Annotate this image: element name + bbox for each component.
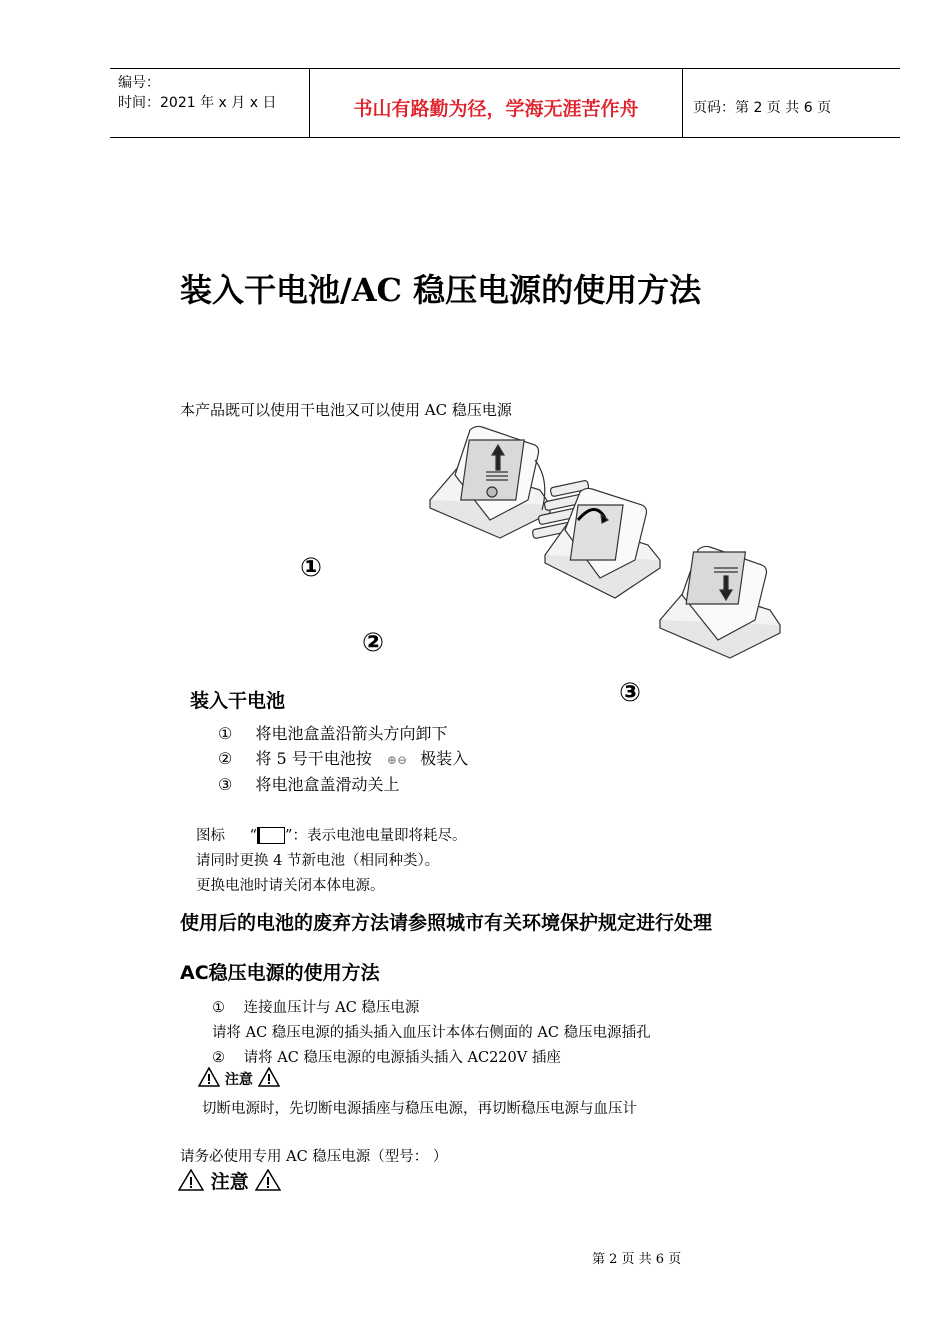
power-off-note: 更换电池时请关闭本体电源。 <box>196 878 385 894</box>
header-motto: 书山有路勤为径，学海无涯苦作舟 <box>310 69 683 137</box>
caution-row-1 <box>198 1067 280 1089</box>
warning-icon <box>178 1169 204 1191</box>
icon-note-text: ”：表示电池电量即将耗尽。 <box>285 828 467 844</box>
page-header <box>110 68 900 138</box>
step-text: 请将 AC 稳压电源的电源插头插入 AC220V 插座 <box>243 1050 561 1066</box>
ac-section-heading: AC稳压电源的使用方法 <box>180 962 380 984</box>
battery-step-3 <box>218 772 399 795</box>
header-left-cell <box>110 69 310 137</box>
step-text-after: 极装入 <box>420 749 469 768</box>
step-text: 将电池盒盖沿箭头方向卸下 <box>255 724 448 743</box>
device-3-drawing <box>660 546 780 658</box>
warning-icon <box>255 1169 281 1191</box>
low-battery-icon <box>257 827 285 844</box>
device-1-drawing <box>430 426 550 538</box>
ac-step-1-detail: 请将 AC 稳压电源的插头插入血压计本体右侧面的 AC 稳压电源插孔 <box>212 1025 651 1041</box>
step-number: ① <box>212 1000 225 1016</box>
step-text: 将电池盒盖滑动关上 <box>255 775 400 794</box>
replace-battery-note: 请同时更换 4 节新电池（相同种类）。 <box>196 853 440 869</box>
document-time-label: 时间：2021 年 x 月 x 日 <box>118 95 277 111</box>
warning-icon <box>258 1067 280 1087</box>
battery-icon-note <box>196 824 466 845</box>
caution-row-2 <box>178 1167 281 1194</box>
battery-step-2 <box>218 746 468 769</box>
step-number: ② <box>218 749 233 768</box>
step-number: ③ <box>218 775 233 794</box>
icon-note-open-quote: “ <box>249 828 258 844</box>
ac-step-1 <box>212 996 419 1017</box>
step-text: 将 5 号干电池按 <box>255 749 372 768</box>
page-footer: 第 2 页 共 6 页 <box>592 1252 682 1267</box>
warning-icon <box>198 1067 220 1087</box>
polarity-icon: ⊕⊖ <box>386 753 407 767</box>
header-page-label: 页码：第 2 页 共 6 页 <box>693 100 832 116</box>
page-title: 装入干电池/AC 稳压电源的使用方法 <box>180 271 702 309</box>
battery-step-1 <box>218 721 447 744</box>
figure-marker-2: ② <box>362 628 385 658</box>
caution-label: 注意 <box>224 1072 253 1088</box>
step-number: ① <box>218 724 233 743</box>
intro-text: 本产品既可以使用干电池又可以使用 AC 稳压电源 <box>180 401 512 419</box>
ac-step-2 <box>212 1046 561 1067</box>
document-number-label: 编号： <box>118 75 160 91</box>
battery-installation-illustration <box>420 420 790 665</box>
caution-text: 切断电源时，先切断电源插座与稳压电源，再切断稳压电源与血压计 <box>202 1101 637 1117</box>
step-number: ② <box>212 1050 225 1066</box>
icon-note-prefix: 图标 <box>196 828 225 844</box>
step-text: 连接血压计与 AC 稳压电源 <box>243 1000 420 1016</box>
disposal-heading: 使用后的电池的废弃方法请参照城市有关环境保护规定进行处理 <box>180 912 713 934</box>
model-note: 请务必使用专用 AC 稳压电源（型号： ） <box>180 1149 448 1165</box>
figure-marker-1: ① <box>300 553 323 583</box>
figure-marker-3: ③ <box>619 678 642 708</box>
caution-label-2: 注意 <box>210 1171 249 1193</box>
battery-section-heading: 装入干电池 <box>190 690 286 712</box>
